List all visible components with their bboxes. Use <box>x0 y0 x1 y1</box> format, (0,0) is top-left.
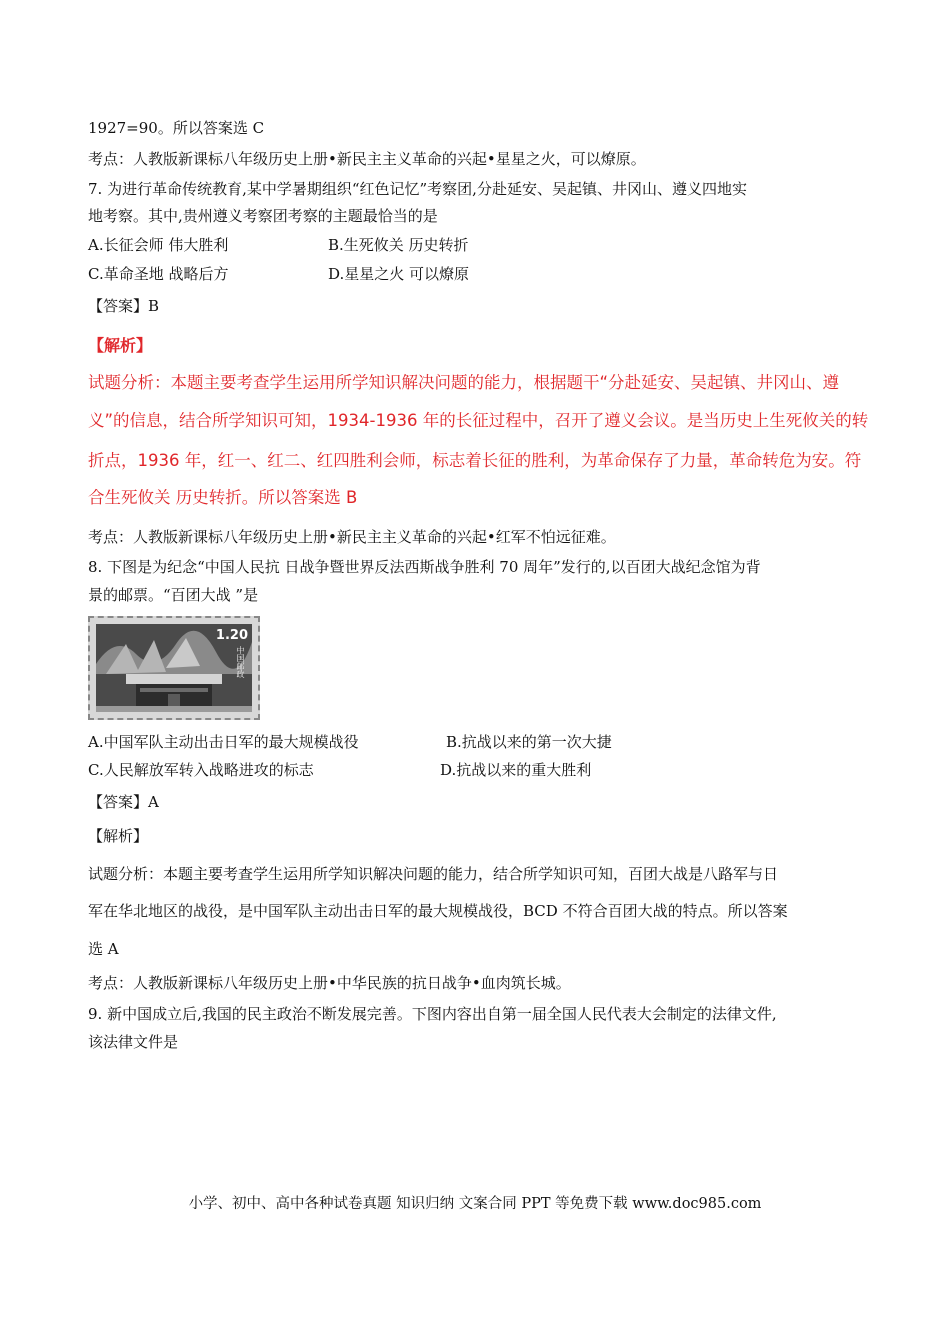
q7-option-c: C.革命圣地 战略后方 <box>88 265 229 283</box>
stamp-value: 1.20 <box>215 628 248 643</box>
question-8-stem-cont: 景的邮票。“百团大战 ”是 <box>88 586 259 604</box>
question-9-stem-cont: 该法律文件是 <box>88 1033 179 1051</box>
text-line: 1927=90。所以答案选 C <box>88 119 265 137</box>
stamp-image <box>88 616 260 720</box>
q7-kaodian: 考点：人教版新课标八年级历史上册•新民主主义革命的兴起•红军不怕远征难。 <box>88 528 616 546</box>
page-footer: 小学、初中、高中各种试卷真题 知识归纳 文案合同 PPT 等免费下载 www.doc985.com <box>188 1196 762 1212</box>
q8-option-b: B.抗战以来的第一次大捷 <box>446 733 612 751</box>
q8-analysis-heading: 【解析】 <box>88 827 149 845</box>
q8-analysis-line: 选 A <box>88 940 119 958</box>
q7-analysis-heading: 【解析】 <box>88 336 153 355</box>
q8-analysis-line: 军在华北地区的战役，是中国军队主动出击日军的最大规模战役，BCD 不符合百团大战的特点。所以答案 <box>88 902 788 920</box>
q7-analysis-line: 试题分析：本题主要考查学生运用所学知识解决问题的能力，根据题干“分赴延安、吴起镇、井冈山、遵 <box>88 373 840 392</box>
question-7-stem-cont: 地考察。其中,贵州遵义考察团考察的主题最恰当的是 <box>88 207 438 225</box>
q8-kaodian: 考点：人教版新课标八年级历史上册•中华民族的抗日战争•血肉筑长城。 <box>88 974 571 992</box>
q7-analysis-line: 折点，1936 年，红一、红二、红四胜利会师，标志着长征的胜利，为革命保存了力量，革命转危为安。符 <box>88 451 862 470</box>
q7-option-d: D.星星之火 可以燎原 <box>328 265 470 283</box>
q8-option-d: D.抗战以来的重大胜利 <box>440 761 592 779</box>
question-9-stem: 9. 新中国成立后,我国的民主政治不断发展完善。下图内容出自第一届全国人民代表大会制定的法律文件, <box>88 1005 777 1023</box>
q7-analysis-line: 合生死攸关 历史转折。所以答案选 B <box>88 488 358 507</box>
q7-option-a: A.长征会师 伟大胜利 <box>88 236 229 254</box>
question-7-stem: 7. 为进行革命传统教育,某中学暑期组织“红色记忆”考察团,分赴延安、吴起镇、井冈山、遵义四地实 <box>88 180 747 198</box>
question-8-stem: 8. 下图是为纪念“中国人民抗 日战争暨世界反法西斯战争胜利 70 周年”发行的,以百团大战纪念馆为背 <box>88 558 761 576</box>
q7-option-b: B.生死攸关 历史转折 <box>328 236 469 254</box>
q8-option-a: A.中国军队主动出击日军的最大规模战役 <box>88 733 359 751</box>
q8-answer: 【答案】A <box>88 793 159 811</box>
q8-analysis-line: 试题分析：本题主要考查学生运用所学知识解决问题的能力，结合所学知识可知，百团大战是八路军与日 <box>88 865 779 883</box>
kaodian-line: 考点：人教版新课标八年级历史上册•新民主主义革命的兴起•星星之火，可以燎原。 <box>88 150 646 168</box>
q7-answer: 【答案】B <box>88 297 160 315</box>
q7-analysis-line: 义”的信息，结合所学知识可知，1934-1936 年的长征过程中，召开了遵义会议。是当历史上生死攸关的转 <box>88 411 869 430</box>
stamp-country: 中国邮政 <box>236 646 245 678</box>
q8-option-c: C.人民解放军转入战略进攻的标志 <box>88 761 314 779</box>
